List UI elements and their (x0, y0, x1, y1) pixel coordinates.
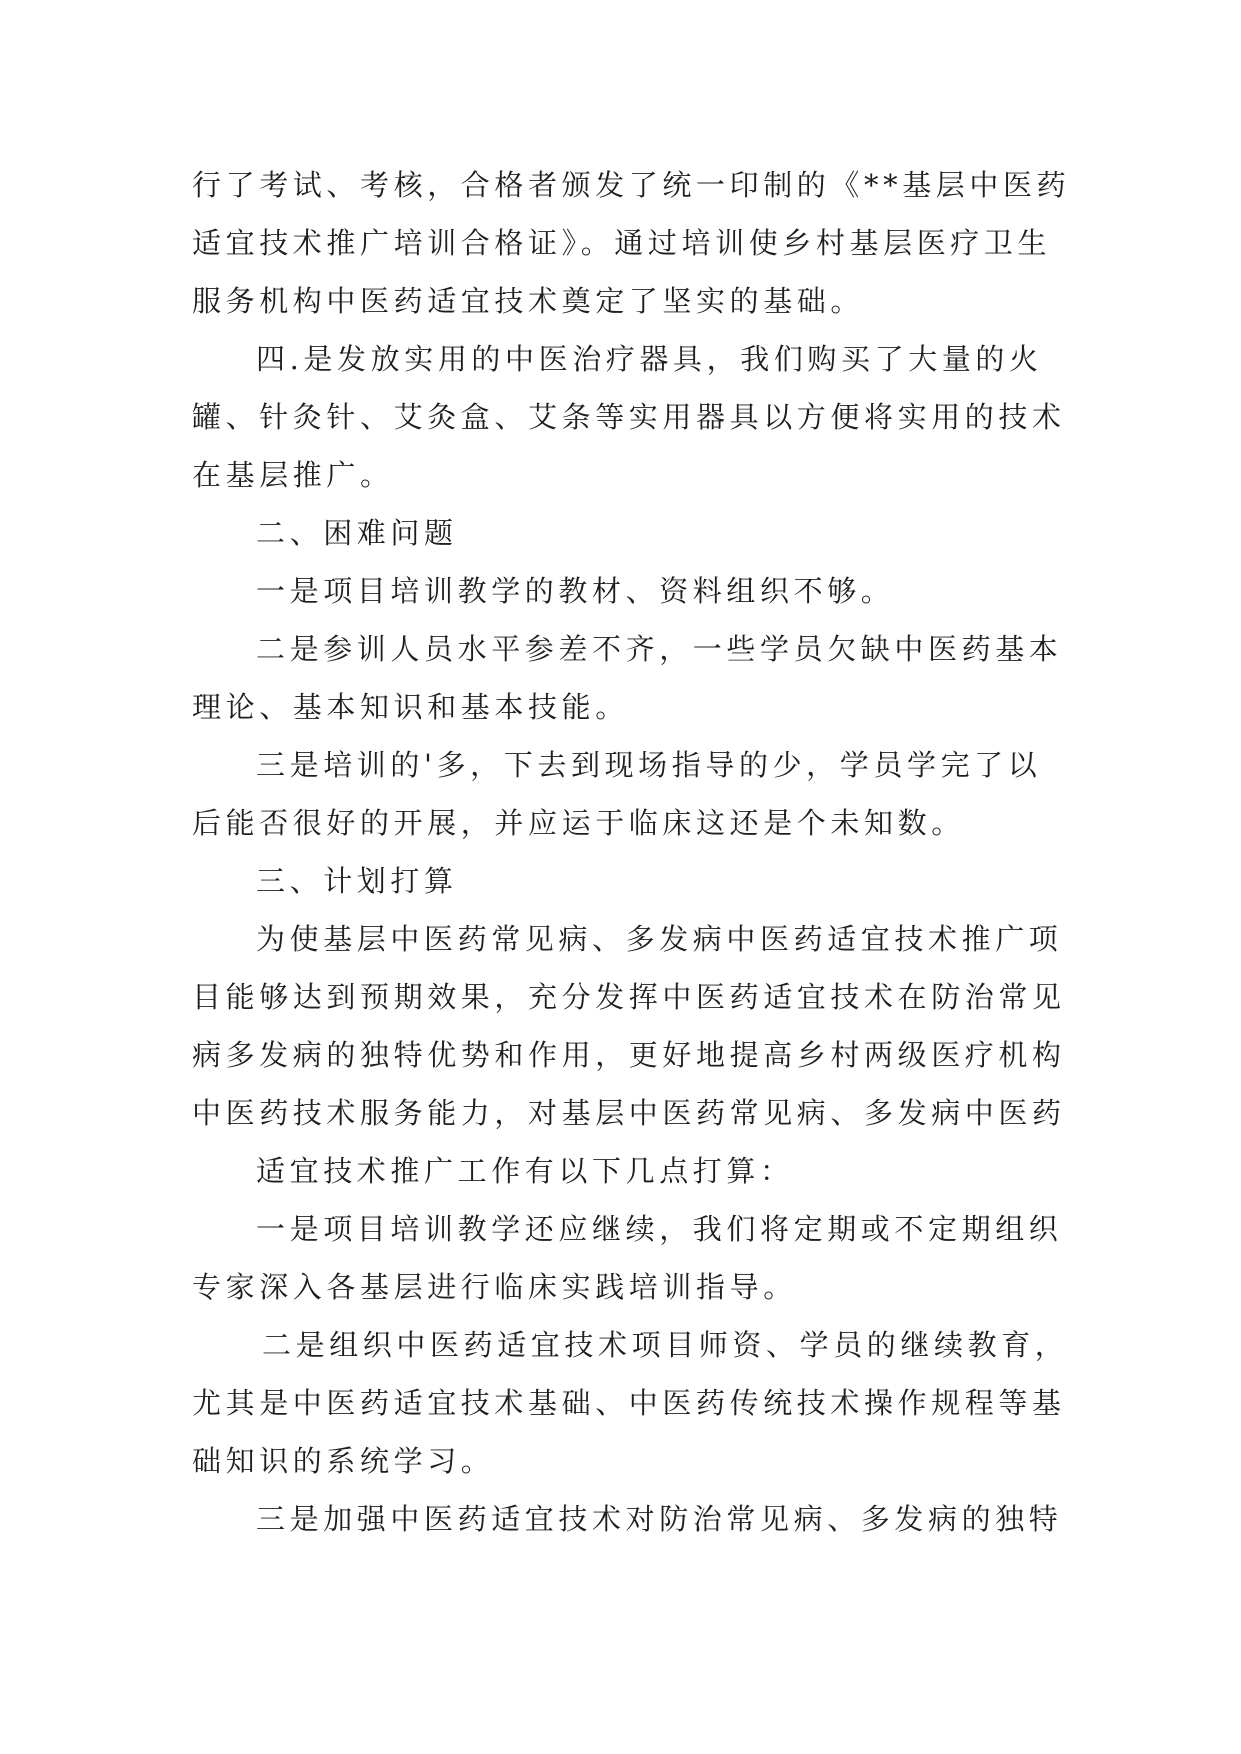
text-line: 罐、针灸针、艾灸盒、艾条等实用器具以方便将实用的技术 (192, 400, 1066, 434)
paragraph-start: 四.是发放实用的中医治疗器具，我们购买了大量的火 (256, 342, 1043, 376)
text-line: 后能否很好的开展，并应运于临床这还是个未知数。 (192, 806, 965, 840)
section-heading: 三、计划打算 (256, 864, 458, 898)
text-line: 础知识的系统学习。 (192, 1444, 495, 1478)
paragraph-start: 三是加强中医药适宜技术对防治常见病、多发病的独特 (256, 1502, 1063, 1536)
paragraph-start: 一是项目培训教学还应继续，我们将定期或不定期组织 (256, 1212, 1063, 1246)
text-line: 行了考试、考核，合格者颁发了统一印制的《**基层中医药 (192, 168, 1071, 202)
document-body (192, 156, 1071, 1548)
paragraph-start: 三是培训的'多，下去到现场指导的少，学员学完了以 (256, 748, 1042, 782)
text-line: 中医药技术服务能力，对基层中医药常见病、多发病中医药 (192, 1096, 1066, 1130)
paragraph-start: 二是组织中医药适宜技术项目师资、学员的继续教育， (262, 1328, 1069, 1362)
paragraph-start: 为使基层中医药常见病、多发病中医药适宜技术推广项 (256, 922, 1063, 956)
section-heading: 二、困难问题 (256, 516, 458, 550)
text-line: 理论、基本知识和基本技能。 (192, 690, 629, 724)
paragraph-start: 适宜技术推广工作有以下几点打算： (256, 1154, 794, 1188)
text-line: 目能够达到预期效果，充分发挥中医药适宜技术在防治常见 (192, 980, 1066, 1014)
text-line: 适宜技术推广培训合格证》。通过培训使乡村基层医疗卫生 (192, 226, 1052, 260)
text-line: 尤其是中医药适宜技术基础、中医药传统技术操作规程等基 (192, 1386, 1066, 1420)
text-line: 在基层推广。 (192, 458, 394, 492)
text-line: 专家深入各基层进行临床实践培训指导。 (192, 1270, 797, 1304)
text-line: 病多发病的独特优势和作用，更好地提高乡村两级医疗机构 (192, 1038, 1066, 1072)
paragraph-start: 二是参训人员水平参差不齐，一些学员欠缺中医药基本 (256, 632, 1063, 666)
paragraph-start: 一是项目培训教学的教材、资料组织不够。 (256, 574, 895, 608)
text-line: 服务机构中医药适宜技术奠定了坚实的基础。 (192, 284, 865, 318)
